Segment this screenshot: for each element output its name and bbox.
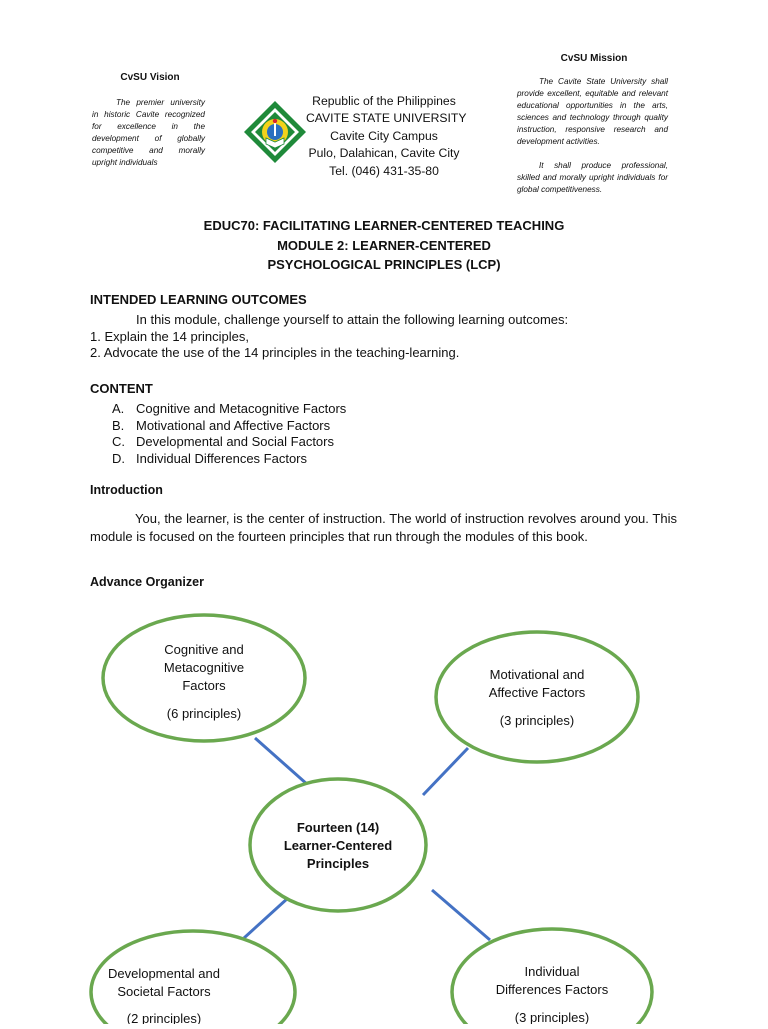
content-item-letter: B. — [112, 417, 125, 433]
module-title: MODULE 2: LEARNER-CENTERED — [277, 237, 491, 253]
content-heading: CONTENT — [90, 381, 153, 396]
address-line: Tel. (046) 431-35-80 — [329, 163, 439, 178]
content-item-letter: D. — [112, 450, 125, 466]
connector-line — [423, 748, 468, 795]
node-label: Cognitive and — [164, 642, 244, 657]
connector-line — [255, 738, 308, 785]
content-item-text: Individual Differences Factors — [136, 450, 308, 466]
node-count: (2 principles) — [126, 1011, 202, 1024]
mission-title: CvSU Mission — [560, 53, 628, 64]
course-title-block — [0, 216, 768, 275]
node-label: Individual — [524, 964, 580, 979]
university-logo — [243, 100, 307, 164]
node-count: (3 principles) — [499, 713, 575, 728]
mission-paragraph: The Cavite State University shall provide excellent, equitable and relevant educational opportunities in the arts, sciences and technology through quality instruction, responsive research and development activities. — [517, 77, 668, 146]
organizer-heading: Advance Organizer — [90, 575, 204, 589]
connector-line — [432, 890, 490, 940]
content-item — [90, 451, 490, 468]
content-item-text: Developmental and Social Factors — [136, 434, 334, 450]
cvsu-seal-icon — [243, 100, 307, 164]
content-list — [90, 401, 490, 467]
outcomes-heading: INTENDED LEARNING OUTCOMES — [90, 292, 307, 307]
node-label: Metacognitive — [163, 660, 245, 675]
content-item-text: Cognitive and Metacognitive Factors — [136, 401, 347, 416]
node-count: (6 principles) — [166, 706, 242, 721]
outcomes-intro: In this module, challenge yourself to attain the following learning outcomes: — [136, 312, 569, 327]
node-label: Differences Factors — [495, 982, 609, 997]
outcomes-body — [90, 312, 690, 362]
center-label: Learner-Centered — [283, 838, 393, 853]
organizer-svg — [0, 600, 768, 1024]
node-label: Societal Factors — [117, 984, 211, 999]
content-item-letter: C. — [112, 434, 125, 450]
node-label: Motivational and — [489, 667, 585, 682]
node-label: Developmental and — [107, 966, 221, 981]
connector-line — [244, 898, 288, 938]
center-label: Fourteen (14) — [296, 820, 380, 835]
mission-text — [517, 76, 668, 208]
outcome-item: 2. Advocate the use of the 14 principles in the teaching-learning. — [90, 345, 460, 361]
node-label: Affective Factors — [488, 685, 586, 700]
module-subtitle: PSYCHOLOGICAL PRINCIPLES (LCP) — [267, 257, 501, 272]
course-title: EDUC70: FACILITATING LEARNER-CENTERED TEACHING — [203, 218, 565, 233]
content-item-letter: A. — [112, 401, 125, 416]
introduction-text: You, the learner, is the center of instruction. The world of instruction revolves around you. This module is focused on the fourteen principles that run through the modules of this book. — [90, 511, 677, 545]
advance-organizer-diagram — [0, 600, 768, 1024]
content-item — [90, 401, 490, 418]
vision-title: CvSU Vision — [120, 72, 180, 83]
content-item — [90, 434, 490, 451]
address-line: Pulo, Dalahican, Cavite City — [308, 146, 460, 161]
address-line: CAVITE STATE UNIVERSITY — [306, 111, 467, 126]
node-count: (3 principles) — [514, 1010, 590, 1024]
address-line: Cavite City Campus — [330, 128, 438, 143]
center-label: Principles — [306, 856, 370, 871]
vision-text: The premier university in historic Cavite recognized for excellence in the development of globally competitive and morally upright individuals — [92, 98, 205, 167]
address-line: Republic of the Philippines — [312, 94, 456, 108]
outcome-item: 1. Explain the 14 principles, — [90, 328, 249, 344]
mission-paragraph: It shall produce professional, skilled and morally upright individuals for global competitiveness. — [517, 161, 668, 194]
content-item — [90, 418, 490, 435]
content-item-text: Motivational and Affective Factors — [136, 417, 331, 433]
university-address — [306, 93, 467, 180]
introduction-heading: Introduction — [90, 483, 163, 497]
node-label: Factors — [182, 678, 226, 693]
